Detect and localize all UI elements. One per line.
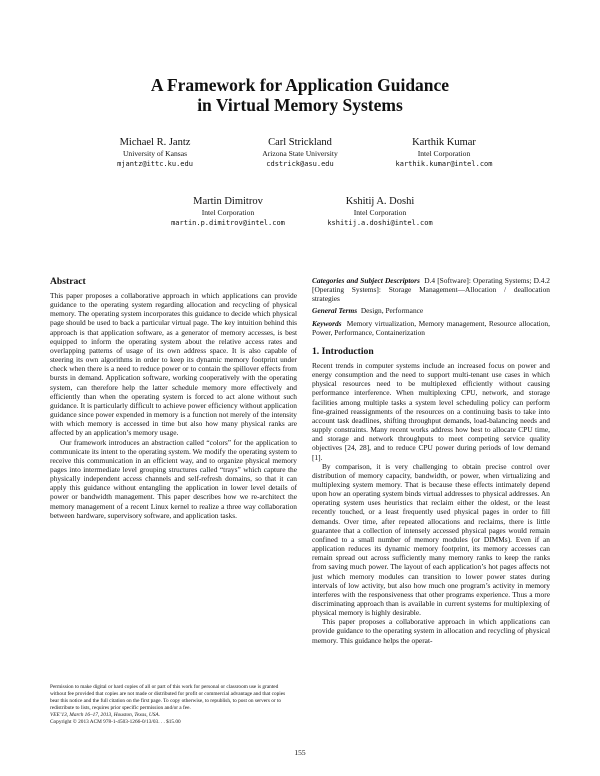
author-name: Michael R. Jantz: [119, 137, 191, 148]
categories-text: D.4 [Software]: Operating Systems; D.4.2 [Operating Systems]: Storage Management—Allocation / deallocation strategies: [312, 276, 550, 304]
author-block: [344, 136, 544, 169]
author-email: mjantz@ittc.ku.edu: [117, 160, 193, 168]
title-line-1: A Framework for Application Guidance: [150, 75, 450, 95]
abstract-section: [50, 276, 297, 520]
author-email: cdstrick@asu.edu: [266, 160, 334, 168]
author-affiliation: Intel Corporation: [353, 208, 407, 217]
copyright-line: Copyright © 2013 ACM 978-1-4503-1266-0/13/03. . . $15.00: [50, 719, 181, 726]
intro-heading: 1. Introduction: [312, 345, 374, 357]
author-block: [280, 195, 480, 228]
keywords-block: [312, 319, 550, 337]
permission-text: Permission to make digital or hard copies of all or part of this work for personal or classroom use is granted without fee provided that copies are not made or distributed for profit or commercial advantage and that copies bear this notice and the full citation on the first page. To copy otherwise, to republish, to post on servers or to redistribute to lists, requires prior specific permission and/or a fee.: [50, 684, 286, 712]
author-name: Kshitij A. Doshi: [345, 196, 415, 207]
author-affiliation: University of Kansas: [122, 149, 188, 158]
permission-notice: [50, 684, 286, 727]
author-name: Carl Strickland: [268, 137, 332, 148]
abstract-paragraph: Our framework introduces an abstraction called “colors” for the application to communicate its intent to the operating system. We modify the operating system to receive this communication in an efficient way, and to organize physical memory pages into intermediate level grouping structures called “trays” which capture the physically independent access channels and self-refresh domains, so that it can apply this guidance without entangling the application in lower level details of power or bandwidth management. This paper describes how we re-architect the memory management of a recent Linux kernel to realize a three way collaboration between hardware, supervisory software, and application tasks.: [50, 437, 297, 520]
author-affiliation: Intel Corporation: [417, 149, 471, 158]
general-terms-block: [312, 306, 550, 315]
keywords-text: Memory virtualization, Memory management, Resource allocation, Power, Performance, Containerization: [312, 318, 550, 337]
keywords-label: Keywords: [312, 318, 342, 328]
intro-paragraph: By comparison, it is very challenging to obtain precise control over distribution of memory capacity, bandwidth, or power, when virtualizing and multiplexing system memory. That is because these effects intimately depend upon how an operating system binds virtual addresses to physical addresses. An operating system uses heuristics that reclaim either the oldest, or the least recently touched, or a least frequently used physical pages in order to fill demands. Over time, after repeated allocations and reclaims, there is little guarantee that a collection of intensely accessed physical pages would remain confined to a small number of memory modules (or DIMMs). Even if an application reduces its dynamic memory footprint, its memory accesses can remain spread out across sufficiently many memory ranks to keep the ranks from saving much power. The layout of each application’s hot pages affects not just which memory modules can transition to lower power states during intervals of low activity, but also how much one program’s activity in memory interferes with the responsiveness that other programs experience. Thus a more discriminating approach than is available in current systems for multiplexing of physical memory is highly desirable.: [312, 461, 550, 618]
author-email: karthik.kumar@intel.com: [395, 160, 493, 168]
author-affiliation: Arizona State University: [262, 149, 338, 158]
author-affiliation: Intel Corporation: [201, 208, 255, 217]
author-email: kshitij.a.doshi@intel.com: [327, 219, 433, 227]
author-name: Martin Dimitrov: [193, 196, 263, 207]
author-email: martin.p.dimitrov@intel.com: [171, 219, 285, 227]
general-terms-label: General Terms: [312, 306, 358, 316]
categories-block: [312, 276, 550, 303]
general-terms-text: Design, Performance: [360, 306, 424, 316]
venue-line: VEE’13, March 16–17, 2013, Houston, Texas, USA.: [50, 712, 160, 719]
abstract-heading: Abstract: [50, 276, 86, 287]
paper-title: [0, 75, 600, 115]
title-line-2: in Virtual Memory Systems: [197, 95, 403, 115]
abstract-paragraph: This paper proposes a collaborative approach in which applications can provide guidance to the operating system regarding allocation and recycling of physical memory. The operating system incorporates this guidance to decide which physical page should be used to back a particular virtual page. The key intuition behind this approach is that application software, as a generator of memory accesses, is best equipped to inform the operating system about the relative access rates and overlapping patterns of usage of its own address space. It is also capable of steering its own algorithms in order to keep its dynamic memory footprint under check when there is a need to reduce power or to contain the spillover effects from bursts in demand. Application software, working cooperatively with the operating system, can therefore help the latter schedule memory more effectively and efficiently than when the operating system is forced to act alone without such guidance. It is particularly difficult to achieve power efficiency without application guidance since power expended in memory is a function not merely of the intensity with which memory is accessed in time but also how many physical ranks are affected by an application’s memory usage.: [50, 291, 297, 438]
intro-paragraph: This paper proposes a collaborative approach in which applications can provide guidance to the operating system in allocation and recycling of physical memory. This guidance helps the operat-: [312, 617, 550, 645]
right-column: [312, 276, 550, 645]
page-number: 155: [294, 748, 306, 757]
intro-paragraph: Recent trends in computer systems include an increased focus on power and energy consumption and the need to support multi-tenant use cases in which physical resources need to be multiplexed efficiently without causing performance interference. When multiplexing CPU, network, and storage facilities among multiple tasks a system level scheduling policy can perform fine-grained reassignments of the resources on a continuing basis to take into account task deadlines, shifting throughput demands, load-balancing needs and supply constraints. Many recent works address how best to allocate CPU time, and storage and network throughputs to meet competing service quality objectives [24, 28], and to reduce CPU power during periods of low demand [1].: [312, 360, 550, 462]
categories-label: Categories and Subject Descriptors: [312, 276, 420, 285]
author-name: Karthik Kumar: [412, 137, 476, 148]
